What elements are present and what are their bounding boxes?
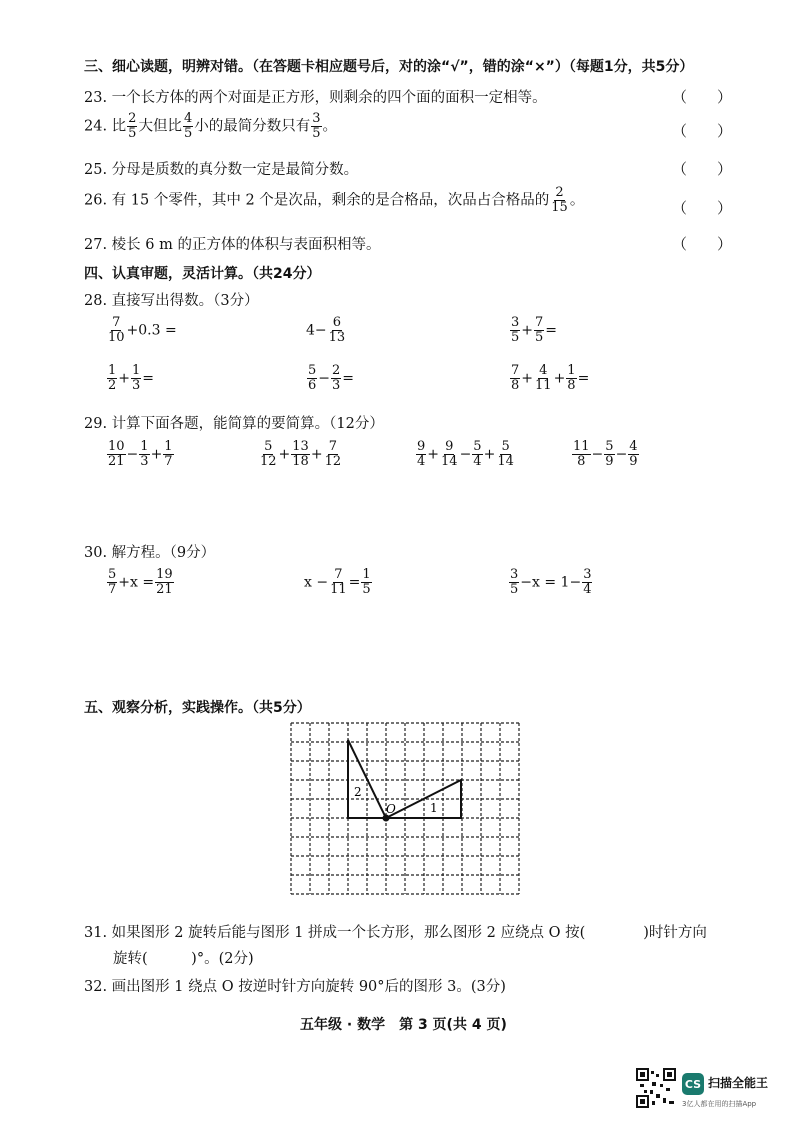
- section3-title: 三、细心读题，明辨对错。（在答题卡相应题号后，对的涂“√”，错的涂“×”）（每题1分，共5分）: [84, 59, 694, 75]
- page-footer: 五年级 · 数学 第 3 页(共 4 页): [300, 1017, 507, 1033]
- q28-expr-4: $\frac{1}{2}$ + $\frac{1}{3}$ =: [108, 363, 155, 393]
- q30-equation-3: $\frac{3}{5}$ −x = 1− $\frac{3}{4}$: [510, 567, 592, 597]
- q28-expr-1: $\frac{7}{10}$ +0.3 =: [108, 315, 177, 345]
- question-23: 23. 一个长方体的两个对面是正方形，则剩余的四个面的面积一定相等。: [84, 90, 547, 106]
- q29-expr-3: $\frac{9}{4}$ + $\frac{9}{14}$ − $\frac{5}{4}$ + $\frac{5}{14}$: [417, 439, 514, 469]
- section4-title: 四、认真审题，灵活计算。（共24分）: [84, 266, 321, 282]
- q28-expr-5: $\frac{5}{6}$ − $\frac{2}{3}$ =: [308, 363, 355, 393]
- q28-expr-3: $\frac{3}{5}$ + $\frac{7}{5}$ =: [511, 315, 558, 345]
- section5-title: 五、观察分析，实践操作。（共5分）: [84, 700, 311, 716]
- question-32: 32. 画出图形 1 绕点 O 按逆时针方向旋转 90°后的图形 3。(3分): [84, 979, 506, 995]
- qr-code-icon: [636, 1068, 676, 1108]
- q29-expr-1: $\frac{10}{21}$ − $\frac{1}{3}$ + $\frac{1}{7}$: [108, 439, 173, 469]
- answer-paren-26[interactable]: （ ）: [672, 199, 733, 217]
- watermark-tagline: 3亿人都在用的扫描App: [682, 1100, 757, 1108]
- answer-paren-23[interactable]: （ ）: [672, 88, 733, 106]
- watermark-brand: 扫描全能王: [708, 1076, 769, 1090]
- question-28-label: 28. 直接写出得数。（3分）: [84, 293, 259, 309]
- q30-equation-1: $\frac{5}{7}$ +x = $\frac{19}{21}$: [108, 567, 173, 597]
- camscanner-logo: CS: [682, 1073, 704, 1095]
- figure-1-label: 1: [430, 801, 438, 815]
- question-30-label: 30. 解方程。（9分）: [84, 545, 216, 561]
- figure-2-triangle: [348, 740, 386, 818]
- rotation-grid-figure: [290, 722, 520, 898]
- question-31-line1: 31. 如果图形 2 旋转后能与图形 1 拼成一个长方形，那么图形 2 应绕点 O 按( )时针方向: [84, 925, 707, 941]
- question-25: 25. 分母是质数的真分数一定是最简分数。: [84, 162, 359, 178]
- question-29-label: 29. 计算下面各题，能简算的要简算。（12分）: [84, 416, 384, 432]
- answer-paren-25[interactable]: （ ）: [672, 160, 733, 178]
- q29-expr-2: $\frac{5}{12}$ + $\frac{13}{18}$ + $\frac{7}{12}$: [260, 439, 342, 469]
- question-26: 26. 有 15 个零件，其中 2 个是次品，剩余的是合格品，次品占合格品的 $\frac{2}{15}$ 。: [84, 185, 585, 215]
- answer-paren-27[interactable]: （ ）: [672, 235, 733, 253]
- q28-expr-6: $\frac{7}{8}$ + $\frac{4}{11}$ + $\frac{1}{8}$ =: [511, 363, 590, 393]
- question-31-line2: 旋转( )°。(2分): [113, 951, 254, 967]
- figure-2-label: 2: [354, 785, 362, 799]
- q28-expr-2: 4− $\frac{6}{13}$: [306, 315, 346, 345]
- q30-equation-2: x − $\frac{7}{11}$ = $\frac{1}{5}$: [304, 567, 371, 597]
- point-o-label: O: [386, 802, 396, 816]
- q29-expr-4: $\frac{11}{8}$ − $\frac{5}{9}$ − $\frac{4}{9}$: [573, 439, 638, 469]
- question-24: 24. 比 $\frac{2}{5}$ 大但比 $\frac{4}{5}$ 小的最简分数只有 $\frac{3}{5}$ 。: [84, 111, 338, 141]
- question-27: 27. 棱长 6 m 的正方体的体积与表面积相等。: [84, 237, 381, 253]
- answer-paren-24[interactable]: （ ）: [672, 122, 733, 140]
